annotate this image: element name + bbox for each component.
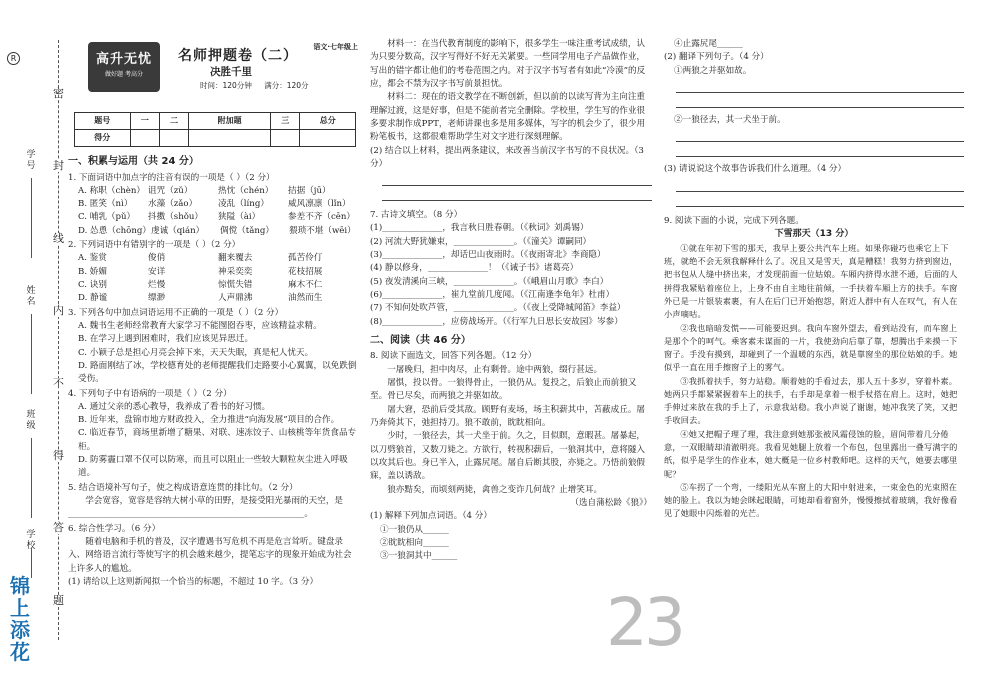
option: 猥琐不堪（wēi）: [288, 225, 356, 236]
exam-time-info: [200, 80, 319, 92]
option: 翻来覆去: [218, 253, 253, 264]
option: 油然而生: [288, 293, 323, 304]
class-label: 班级: [26, 410, 36, 431]
answer-line[interactable]: [676, 78, 964, 93]
question-stem: 1. 下面词语中加点字的注音有误的一项是（ ）（2 分）: [68, 172, 275, 183]
poem-fill-line[interactable]: (4) 静以修身，______________！（《诫子书》诸葛亮）: [370, 263, 579, 274]
score-cell: 二: [159, 113, 188, 130]
poem-fill-line[interactable]: (7) 不知何处吹芦管，______________。（《夜上受降城闻笛》李益）: [370, 303, 626, 314]
option: B. 在学习上遇到困难时，我们应该见异思迁。: [78, 334, 254, 345]
exam-header: [88, 36, 358, 98]
option: C. 哺乳（pǔ）: [78, 212, 136, 223]
school-line[interactable]: [31, 548, 32, 578]
option: B. 匿笑（nì）: [78, 199, 133, 210]
story-paragraph: ③我抓着扶手，努力站稳。顺着她的手看过去，那人五十多岁，穿着朴素。她两只手都紧紧握着车上的扶手，右手却是拿着一根手杖搭在肩上。这时，她把手伸过来放在我的手上了，示意我站稳。我小声说了谢谢，她冲我笑了笑，又把手收回去。: [664, 375, 958, 426]
option: D. 静谧: [78, 293, 108, 304]
subject-tag: 语文·七年级上: [313, 43, 358, 51]
seal-dashed-line: [58, 40, 59, 640]
class-line[interactable]: [31, 438, 32, 518]
option: 缥渺: [148, 293, 166, 304]
answer-line[interactable]: [382, 186, 652, 201]
exam-full-score: 满分：120分: [264, 81, 309, 90]
option: 狭隘（ài）: [218, 212, 261, 223]
school-label: 学校: [26, 530, 36, 551]
option: 烂慢: [148, 280, 166, 290]
score-cell: 总分: [300, 113, 356, 130]
option: 惊慌失错: [218, 280, 253, 290]
score-table-score-row: [75, 130, 356, 147]
option-row: [68, 225, 358, 238]
column-3: [664, 38, 964, 521]
section-heading: 二、阅读（共 46 分）: [370, 334, 471, 346]
poem-fill-line[interactable]: (3)______________，却话巴山夜雨时。（《夜雨寄北》李商隐）: [370, 250, 606, 261]
option: 参差不齐（cēn）: [288, 212, 355, 223]
sub-question: (1) 解释下列加点词语。（4 分）: [370, 511, 492, 522]
story-paragraph: ④她又把帽子理了理，我注意到她那张被风霜侵蚀的脸，眉间带着几分倦意，一双眼睛却清澈明亮。我看见她腿上放着一个布包，包里露出一叠写满字的纸，似乎是学生的作业本，她大概是一位乡村教师吧。这样的天气，她要去哪里呢？: [664, 428, 958, 479]
answer-line[interactable]: [382, 171, 652, 186]
score-table-header-row: [75, 113, 356, 130]
option: 人声鼎沸: [218, 293, 253, 304]
option: A. 称职（chèn）: [78, 185, 146, 196]
passage-paragraph: 少时，一狼径去，其一犬坐于前。久之，目似瞑，意暇甚。屠暴起，以刀劈狼首，又数刀毙之。方欲行，转视积薪后，一狼洞其中，意将隧入以攻其后也。身已半入，止露尻尾。屠自后断其股，亦毙之。乃悟前狼假寐，盖以诱敌。: [370, 431, 646, 482]
option-row: [68, 198, 358, 211]
option: B. 近年来，盘锦市地方财政投入，全力推进“向海发展”项目的合作。: [78, 415, 340, 426]
sub-question: (2) 翻译下列句子。（4 分）: [664, 52, 769, 63]
seal-char: 题: [53, 594, 64, 607]
option: C. 小颖子总是担心月亮会掉下来，天天失眠，真是杞人忧天。: [78, 347, 314, 358]
option: 凌乱（líng）: [218, 199, 269, 210]
vocab-item[interactable]: ③一狼洞其中______: [380, 551, 458, 562]
section-heading: 一、积累与运用（共 24 分）: [68, 156, 199, 167]
student-id-label: 学号: [26, 150, 36, 171]
registered-mark: R: [7, 52, 20, 65]
passage-paragraph: 一屠晚归，担中肉尽，止有剩骨。途中两狼，缀行甚远。: [387, 364, 603, 375]
poem-fill-line[interactable]: (8)______________，应傍战场开。（《行军九日思长安故园》岑参）: [370, 316, 623, 327]
sub-question: (3) 请说说这个故事告诉我们什么道理。（4 分）: [664, 164, 847, 175]
seal-char: 密: [53, 87, 64, 100]
score-cell: 得分: [75, 130, 131, 147]
seal-char: 内: [53, 304, 64, 317]
vocab-item[interactable]: ④止露尻尾______: [674, 39, 743, 49]
sub-question: (1) 请给以上这则新闻拟一个恰当的标题，不超过 10 字。（3 分）: [68, 576, 319, 587]
story-title: 下雪那天（13 分）: [774, 228, 854, 239]
material-text: 材料一：在当代教育制度的影响下，很多学生一味注重考试成绩，认为只要分数高，汉字写得好不好无关紧要。一些同学用电子产品做作业，写出的错字都让他们的考卷范围之内。对于汉字书写者有如此“冷漠”的反应，都会不禁为汉字书写前景担忧。: [370, 39, 646, 89]
passage-paragraph: 狼亦黠矣，而顷刻两毙，禽兽之变诈几何哉？止增笑耳。: [387, 484, 603, 495]
question-stem: 2. 下列词语中有错别字的一项是（ ）（2 分）: [68, 240, 241, 251]
score-input-cell[interactable]: [271, 130, 300, 147]
score-input-cell[interactable]: [300, 130, 356, 147]
option-row: [68, 211, 358, 224]
question-stem: 8. 阅读下面选文，回答下列各题。（12 分）: [370, 351, 537, 362]
seal-char: 线: [53, 232, 64, 245]
score-cell: 一: [130, 113, 159, 130]
option: 拮据（jū）: [288, 185, 331, 196]
question-stem: 7. 古诗文填空。（8 分）: [370, 210, 463, 221]
seal-char: 得: [53, 449, 64, 462]
column-2: [370, 38, 652, 563]
passage-source: （选自蒲松龄《狼》）: [570, 497, 652, 508]
answer-line[interactable]: [676, 177, 964, 192]
option: 威风凛凛（lǐn）: [288, 199, 351, 210]
logo-main-text: 高升无忧: [95, 52, 152, 67]
story-paragraph: ①就在年初下雪的那天，我早上要公共汽车上班。如果你碰巧也乘它上下班，就绝不会无须我解释什么了。况且又是雪天，真是糟糕！我努力挤到窗边，把书包从人缝中挤出来，才发现前面一位姑娘。车厢内挤得水泄不通，后面的人拼得我紧贴着座位上，上身不由自主地往前倾，一手扶着车厢上方的扶手。车窗外已是一片银装素裹，有人在后门已开始抱怨，附近人群中有人在叹气，有人在小声嘀咕。: [664, 242, 958, 320]
score-input-cell[interactable]: [130, 130, 159, 147]
seal-char: 不: [53, 377, 64, 390]
question-stem: 3. 下列各句中加点词语运用不正确的一项是（ ）（2 分）: [68, 307, 284, 318]
score-cell: 题号: [75, 113, 131, 130]
option: D. 怂恿（chōng）: [78, 225, 151, 236]
option: 抖擞（shǒu）: [148, 212, 204, 223]
option: 安详: [148, 266, 166, 277]
option-row: [68, 266, 358, 279]
option: 虔诚（qián）: [150, 225, 205, 236]
material-text: 材料二：现在的语文教学在不断创新，但以前的以读写背为主向注重理解过渡，这是好事，但是不能前者完全删除。学校里，学生写的作业很多要求制作成PPT，老师讲课也多是用多媒体，写字的机会少了，很少用粉笔板书，这都很难帮助学生对文字进行深刻理解。: [370, 92, 646, 143]
poem-fill-line[interactable]: (1)______________，我言秋日胜春朝。（《秋词》刘禹锡）: [370, 223, 589, 234]
binding-strip: [0, 0, 66, 691]
sub-question: (2) 结合以上材料，提出两条建议，来改善当前汉字书写的不良状况。（3 分）: [370, 145, 644, 169]
exam-time: 时间：120分钟: [200, 81, 252, 90]
option: D. 防雾霾口罩不仅可以防寒，而且可以阻止一些较大颗粒灰尘进入呼吸道。: [78, 455, 348, 479]
score-input-cell[interactable]: [189, 130, 271, 147]
translate-item: ①两狼之并驱如故。: [674, 65, 752, 76]
answer-line[interactable]: [676, 93, 964, 108]
question-stem: 6. 综合性学习。（6 分）: [68, 523, 161, 534]
exam-subtitle: 决胜千里: [210, 66, 252, 78]
answer-line[interactable]: [676, 142, 964, 157]
option: 水藻（zǎo）: [148, 199, 198, 210]
option: 俊俏: [148, 253, 166, 264]
story-paragraph: ②我也暗暗发慌——可能要迟到。我向车窗外望去，看到站没有，而车窗上是那个个的呵气。乘客素未谋面的一片，我使劲向后靠了靠，想腾出手来摸一下窗子。手没有摸到，却碰到了一个温暖的东西，就是靠窗坐的那位姑娘的手。她似乎一直在用手擦窗子上的雾气。: [664, 322, 958, 373]
option-row: [68, 252, 358, 265]
question-stem: 5. 结合语境补写句子，使之构成语意连贯的排比句。（2 分）: [68, 482, 298, 493]
option: A. 魏书生老师经常教育大家学习不能囫囵吞枣，应该精益求精。: [78, 320, 322, 331]
option: 花枝招展: [288, 266, 323, 277]
student-id-line[interactable]: [31, 178, 32, 258]
option: C. 临近春节，商场里新增了糖果、对联、速冻饺子、山核桃等年货食品专柜。: [78, 428, 357, 452]
option-row: [68, 279, 358, 292]
option: D. 路面刚结了冰，学校德育处的老师提醒我们走路要小心翼翼，以免跌倒受伤。: [78, 360, 357, 385]
passage-paragraph: 屠大窘，恐前后受其敌。顾野有麦场，场主积薪其中，苫蔽成丘。屠乃奔倚其下，弛担持刀。狼不敢前，眈眈相向。: [370, 404, 646, 428]
passage-paragraph: 屠惧，投以骨。一狼得骨止，一狼仍从。复投之，后狼止而前狼又至。骨已尽矣，而两狼之并驱如故。: [370, 378, 637, 402]
brand-logo: 锦上添花: [10, 574, 30, 664]
vocab-item[interactable]: ②眈眈相向______: [380, 537, 449, 548]
seal-char: 封: [53, 159, 64, 172]
option: A. 鉴赏: [78, 253, 107, 264]
option: 孤苦伶仃: [288, 253, 323, 264]
logo-sub-text: 做好题 考高分: [105, 71, 143, 78]
poem-fill-line[interactable]: (6)______________，崔九堂前几度闻。（《江南逢李龟年》杜甫）: [370, 290, 615, 300]
column-1: [68, 150, 358, 589]
option: B. 娇媚: [78, 266, 107, 277]
poem-fill-line[interactable]: (5) 夜发清溪向三峡，______________。（《峨眉山月歌》李白）: [370, 276, 609, 287]
option: 神采奕奕: [218, 266, 253, 277]
answer-line[interactable]: [676, 192, 964, 207]
story-paragraph: ⑤车拐了一个弯，一缕阳光从车窗上的大阳中射进来，一束金色的光束照在她的脸上。我以为她会眯起眼睛，可她却看着窗外，慢慢擦拭着玻璃，我好像看见了她眼中闪烁着的光芒。: [664, 481, 958, 519]
option-row: [68, 292, 358, 305]
answer-line[interactable]: [676, 127, 964, 142]
seal-char: 答: [53, 521, 64, 534]
fill-in-text[interactable]: 学会宽容，宽容是容纳大树小草的田野，是接受阳光暴雨的天空，是_______________________________________________________。: [68, 496, 344, 520]
option: 麻木不仁: [288, 280, 323, 290]
score-cell: 三: [271, 113, 300, 130]
option-row: [68, 185, 358, 198]
score-input-cell[interactable]: [159, 130, 188, 147]
question-stem: 4. 下列句子中有语病的一项是（ ）（2 分）: [68, 388, 232, 399]
name-label: 姓名: [26, 286, 36, 307]
score-cell: 附加题: [189, 113, 271, 130]
option: A. 通过父亲的悉心教导，我养成了看书的好习惯。: [78, 401, 271, 412]
poem-fill-line[interactable]: (2) 河流大野犹嫌束，______________。（《潼关》谭嗣同）: [370, 236, 592, 247]
exam-title: 名师押题卷（二）: [178, 48, 298, 64]
option: 热忱（chén）: [218, 185, 274, 196]
passage-text: 随着电脑和手机的普及，汉字遭遇书写危机不再是危言耸听。键盘录入、网络语言流行等使写字的机会越来越少，提笔忘字的现象开始成为社会上许多人的尴尬。: [68, 536, 352, 574]
publisher-logo: [88, 42, 160, 92]
option: 倜傥（tǎng）: [219, 225, 274, 236]
page-number-watermark: 23: [606, 584, 682, 661]
translate-item: ②一狼径去，其一犬坐于前。: [674, 114, 786, 125]
question-stem: 9. 阅读下面的小说，完成下列各题。: [664, 215, 804, 226]
vocab-item[interactable]: ①一狼仍从______: [380, 524, 449, 535]
option: C. 诀别: [78, 280, 107, 290]
option: 诅咒（zǔ）: [148, 185, 193, 196]
name-line[interactable]: [31, 314, 32, 394]
score-table: [74, 112, 356, 147]
